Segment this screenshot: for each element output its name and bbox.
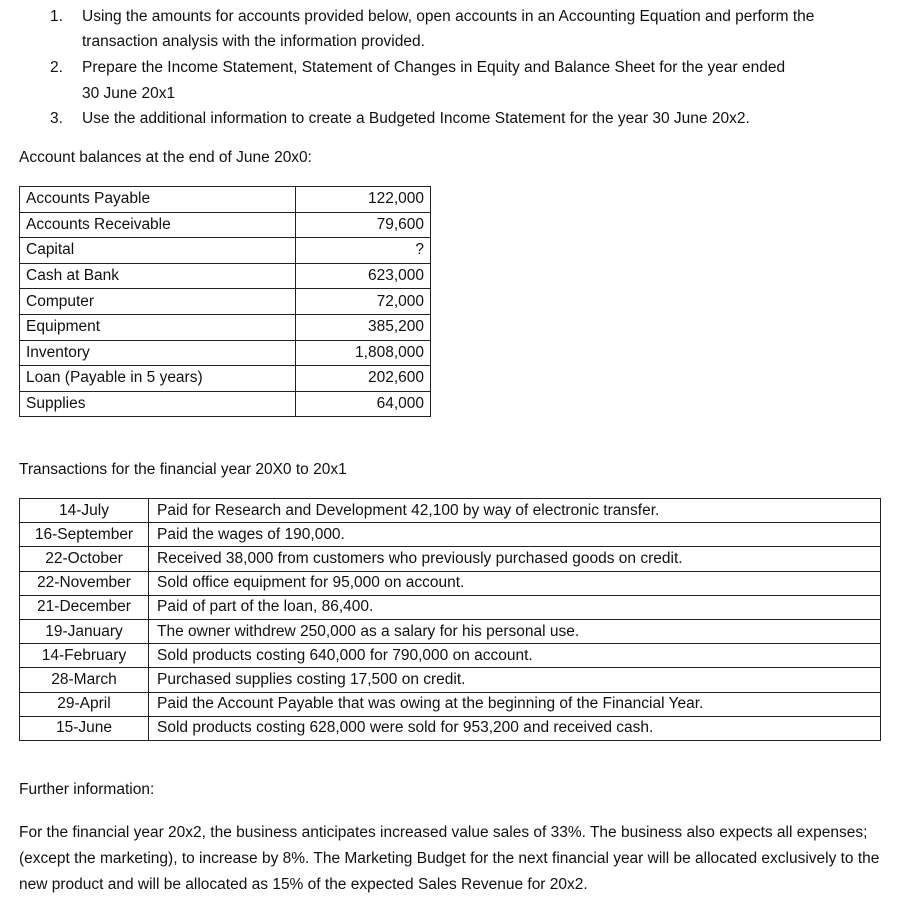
account-name: Supplies [20, 391, 296, 417]
transaction-row [20, 595, 881, 619]
further-heading: Further information: [19, 781, 155, 798]
transaction-row [20, 692, 881, 716]
balance-row [20, 314, 431, 340]
instruction-number: 2. [50, 59, 63, 76]
transaction-description: Purchased supplies costing 17,500 on credit. [149, 668, 881, 692]
balance-row [20, 187, 431, 213]
account-name: Cash at Bank [20, 263, 296, 289]
transactions-table [19, 498, 881, 741]
instruction-number: 3. [50, 110, 63, 127]
transaction-row [20, 499, 881, 523]
balance-row [20, 289, 431, 315]
balance-row [20, 391, 431, 417]
account-name: Computer [20, 289, 296, 315]
transaction-row [20, 644, 881, 668]
account-amount: 1,808,000 [296, 340, 431, 366]
account-amount: 202,600 [296, 366, 431, 392]
account-name: Loan (Payable in 5 years) [20, 366, 296, 392]
account-name: Equipment [20, 314, 296, 340]
instruction-text: 30 June 20x1 [82, 85, 176, 102]
transaction-description: The owner withdrew 250,000 as a salary for his personal use. [149, 619, 881, 643]
transaction-date: 22-November [20, 571, 149, 595]
transaction-date: 15-June [20, 716, 149, 740]
balance-row [20, 212, 431, 238]
account-amount: 72,000 [296, 289, 431, 315]
account-name: Accounts Payable [20, 187, 296, 213]
further-text: For the financial year 20x2, the business anticipates increased value sales of 33%. The business also expects all expenses; (except the marketing), to increase by 8%. The Marketing Budget for the next financial year will be allocated exclusively to the new product and will be allocated as 15% of the expected Sales Revenue for 20x2. [19, 824, 880, 893]
transaction-row [20, 571, 881, 595]
instruction-text: Using the amounts for accounts provided below, open accounts in an Accounting Equation and perform the [82, 8, 815, 25]
balance-row [20, 340, 431, 366]
transaction-row [20, 547, 881, 571]
account-amount: ? [296, 238, 431, 264]
transaction-row [20, 716, 881, 740]
transaction-description: Received 38,000 from customers who previously purchased goods on credit. [149, 547, 881, 571]
balance-row [20, 263, 431, 289]
transaction-row [20, 619, 881, 643]
transaction-date: 21-December [20, 595, 149, 619]
account-amount: 79,600 [296, 212, 431, 238]
transactions-heading: Transactions for the financial year 20X0 to 20x1 [19, 461, 347, 478]
balance-row [20, 238, 431, 264]
transaction-date: 22-October [20, 547, 149, 571]
transaction-description: Paid of part of the loan, 86,400. [149, 595, 881, 619]
transaction-description: Paid the Account Payable that was owing at the beginning of the Financial Year. [149, 692, 881, 716]
instruction-text: transaction analysis with the information provided. [82, 33, 425, 50]
account-amount: 623,000 [296, 263, 431, 289]
transaction-description: Paid for Research and Development 42,100 by way of electronic transfer. [149, 499, 881, 523]
transaction-description: Paid the wages of 190,000. [149, 523, 881, 547]
instruction-text: Prepare the Income Statement, Statement of Changes in Equity and Balance Sheet for the year ended [82, 59, 786, 76]
transaction-row [20, 523, 881, 547]
instruction-text: Use the additional information to create a Budgeted Income Statement for the year 30 June 20x2. [82, 110, 750, 127]
account-amount: 385,200 [296, 314, 431, 340]
instruction-number: 1. [50, 8, 63, 25]
account-name: Inventory [20, 340, 296, 366]
balances-table [19, 186, 431, 417]
transaction-row [20, 668, 881, 692]
transaction-description: Sold office equipment for 95,000 on account. [149, 571, 881, 595]
account-name: Accounts Receivable [20, 212, 296, 238]
transaction-description: Sold products costing 628,000 were sold for 953,200 and received cash. [149, 716, 881, 740]
balances-heading: Account balances at the end of June 20x0: [19, 149, 312, 166]
transaction-date: 14-July [20, 499, 149, 523]
transaction-description: Sold products costing 640,000 for 790,000 on account. [149, 644, 881, 668]
balance-row [20, 366, 431, 392]
transaction-date: 16-September [20, 523, 149, 547]
transaction-date: 29-April [20, 692, 149, 716]
transaction-date: 19-January [20, 619, 149, 643]
account-amount: 64,000 [296, 391, 431, 417]
transaction-date: 28-March [20, 668, 149, 692]
transaction-date: 14-February [20, 644, 149, 668]
account-amount: 122,000 [296, 187, 431, 213]
account-name: Capital [20, 238, 296, 264]
